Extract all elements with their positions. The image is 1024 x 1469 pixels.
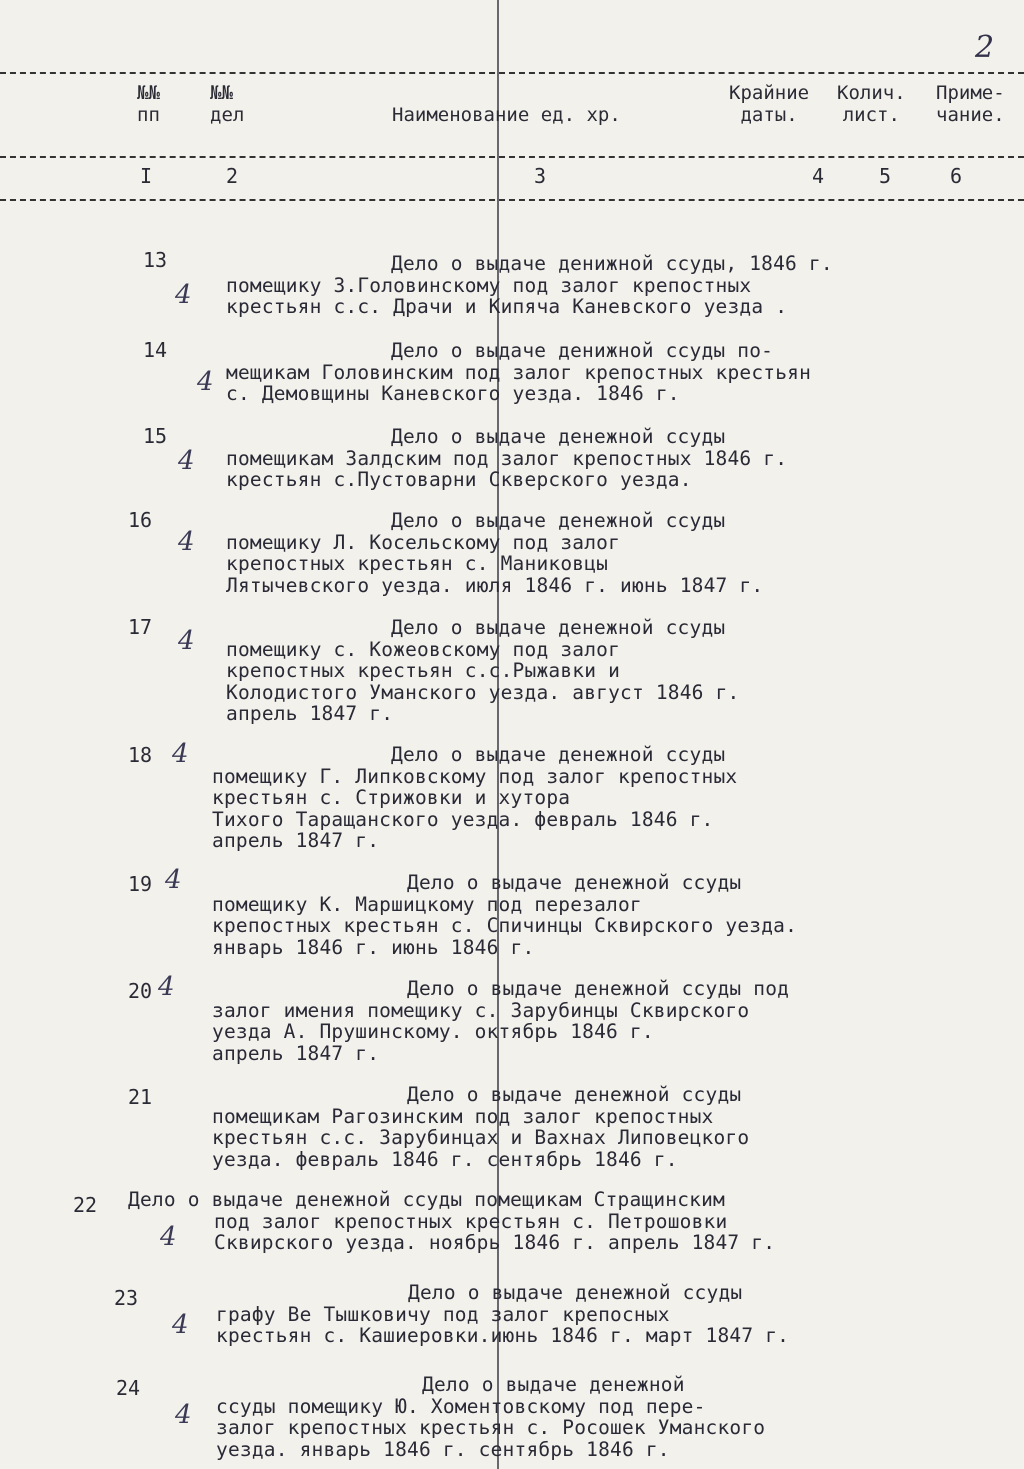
entry-line: крепостных крестьян с. Маниковцы [226,552,609,575]
header-col-file-number [210,82,244,126]
entry-line: с. Демовщины Каневского уезда. 1846 г. [226,382,680,405]
entry-line: помещику Л. Косельскому под залог [226,530,621,554]
entry-line: уезда А. Прушинскому. октябрь 1846 г. [212,1020,654,1043]
entry-line: Дело о выдаче денежной [422,1373,685,1396]
handwritten-sheet-count: 4 [175,280,192,310]
entry-line: крестьян с. Кашиеровки.июнь 1846 г. март 1847 г. [216,1324,790,1347]
entry-line: помещику Г. Липковскому под залог крепостных [212,764,738,788]
entry-line: крестьян с.с. Зарубинцах и Вахнах Липовецкого [212,1126,750,1149]
list-item [212,1084,749,1170]
entry-line: Дело о выдаче денежной ссуды под [407,977,790,1000]
entry-number: 20 [128,979,153,1003]
entry-line: крепостных крестьян с. Спичинцы Сквирского уезда. [212,914,798,937]
entry-line: помещикам Залдским под залог крепостных 1846 г. [226,446,788,470]
entry-number: 18 [128,743,153,767]
header-col2-line2: дел [210,104,245,126]
entry-line: Дело о выдаче денижной ссуды по- [391,339,774,362]
entry-line: Дело о выдаче денежной ссуды [391,616,726,639]
header-col-item-number [137,82,160,126]
entry-line: Дело о выдаче денежной ссуды [407,871,742,894]
header-col2-line1: №№ [210,82,233,104]
list-item [212,872,797,958]
list-item [212,744,737,852]
handwritten-sheet-count: 4 [175,1400,192,1430]
entry-line: Лятычевского уезда. июля 1846 г. июнь 1847 г. [226,573,764,597]
header-middle-rule [0,156,1024,158]
handwritten-sheet-count: 4 [178,527,195,557]
entry-line: крестьян с. Стрижовки и хутора [212,786,571,809]
column-index-4: 4 [812,164,825,188]
column-index-6: 6 [950,164,963,188]
entry-line: под залог крепостных крестьян с. Петрошовки [214,1209,728,1233]
handwritten-sheet-count: 4 [178,626,195,656]
entry-line: апрель 1847 г. [226,702,394,725]
entry-line: залог имения помещику с. Зарубинцы Сквирского [212,998,750,1022]
list-item [226,340,811,405]
header-col6-line2: чание. [936,104,1005,126]
entry-line: помещику с. Кожеовскому под залог [226,637,621,661]
entry-line: январь 1846 г. июнь 1846 г. [212,935,535,959]
entry-number: 21 [128,1085,153,1109]
entry-number: 22 [73,1193,98,1217]
header-col6-line1: Приме- [936,82,1005,104]
entry-number: 13 [143,248,168,272]
entry-line: графу Ве Тышковичу под залог крепосных [216,1302,670,1326]
entry-line: крестьян с.с. Драчи и Кипяча Каневского уезда . [226,295,788,318]
header-col5-line1: Колич. [837,82,906,104]
list-item [226,426,787,491]
header-col1-line2: пп [137,104,160,126]
entry-number: 19 [128,872,153,896]
column-index-5: 5 [879,164,892,188]
list-item [216,1374,765,1460]
column-index-1: I [140,164,153,188]
list-item [226,253,833,318]
entry-line: апрель 1847 г. [212,1041,380,1065]
entry-line: мещикам Головинским под залог крепостных крестьян [226,360,812,384]
header-top-rule [0,72,1024,74]
entry-line: Дело о выдаче денежной ссуды [391,509,726,532]
header-col1-line1: №№ [137,82,160,104]
entry-number: 15 [143,424,168,448]
entry-line: Дело о выдаче денежной ссуды [391,425,726,448]
handwritten-sheet-count: 4 [172,1310,189,1340]
entry-line: крепостных крестьян с.с.Рыжавки и [226,659,621,682]
header-col5-line2: лист. [842,104,900,126]
entry-line: помещику К. Маршицкому под перезалог [212,892,642,916]
header-col4-line1: Крайние [729,82,810,104]
entry-line: Дело о выдаче денежной ссуды [391,743,726,766]
entry-line: уезда. январь 1846 г. сентябрь 1846 г. [216,1437,670,1461]
entry-line: крестьян с.Пустоварни Скверского уезда. [226,468,692,491]
column-index-2: 2 [226,164,239,188]
entry-number: 14 [143,338,168,362]
handwritten-sheet-count: 4 [165,865,182,895]
list-item [216,1282,789,1347]
entry-line: помещику З.Головинскому под залог крепостных [226,273,752,297]
entry-line: Сквирского уезда. ноябрь 1846 г. апрель 1847 г. [214,1231,776,1254]
list-item [226,617,739,725]
column-index-3: 3 [534,164,547,188]
header-col-sheets [837,82,906,126]
entry-line: помещикам Рагозинским под залог крепостных [212,1104,714,1128]
header-col-title: Наименование ед. хр. [392,104,621,126]
handwritten-sheet-count: 4 [160,1222,177,1252]
header-col4-line2: даты. [740,104,798,126]
entry-number: 16 [128,508,153,532]
header-col-dates [729,82,809,126]
entry-line: ссуды помещику Ю. Хоментовскому под пере- [216,1394,706,1418]
entry-line: Дело о выдаче денижной ссуды, 1846 г. [391,252,833,275]
list-item [212,978,789,1064]
entry-line: Дело о выдаче денежной ссуды [407,1083,742,1106]
entry-number: 24 [116,1376,141,1400]
list-item [226,510,763,596]
page-number-mark: 2 [975,30,995,65]
entry-line: Тихого Таращанского уезда. февраль 1846 г. [212,807,714,831]
handwritten-sheet-count: 4 [178,446,195,476]
entry-line: Колодистого Уманского уезда. август 1846 г. [226,680,740,704]
header-bottom-rule [0,199,1024,201]
handwritten-sheet-count: 4 [197,367,214,397]
header-col-notes [936,82,1005,126]
entry-number: 23 [114,1286,139,1310]
entry-line: уезда. февраль 1846 г. сентябрь 1846 г. [212,1147,678,1171]
entry-line: Дело о выдаче денежной ссуды помещикам Стращинским [128,1188,725,1211]
handwritten-sheet-count: 4 [158,972,175,1002]
entry-line: залог крепостных крестьян с. Росошек Уманского [216,1416,766,1439]
list-item [128,1189,775,1254]
entry-number: 17 [128,615,153,639]
entry-line: апрель 1847 г. [212,829,380,852]
entry-line: Дело о выдаче денежной ссуды [408,1281,743,1304]
handwritten-sheet-count: 4 [172,739,189,769]
